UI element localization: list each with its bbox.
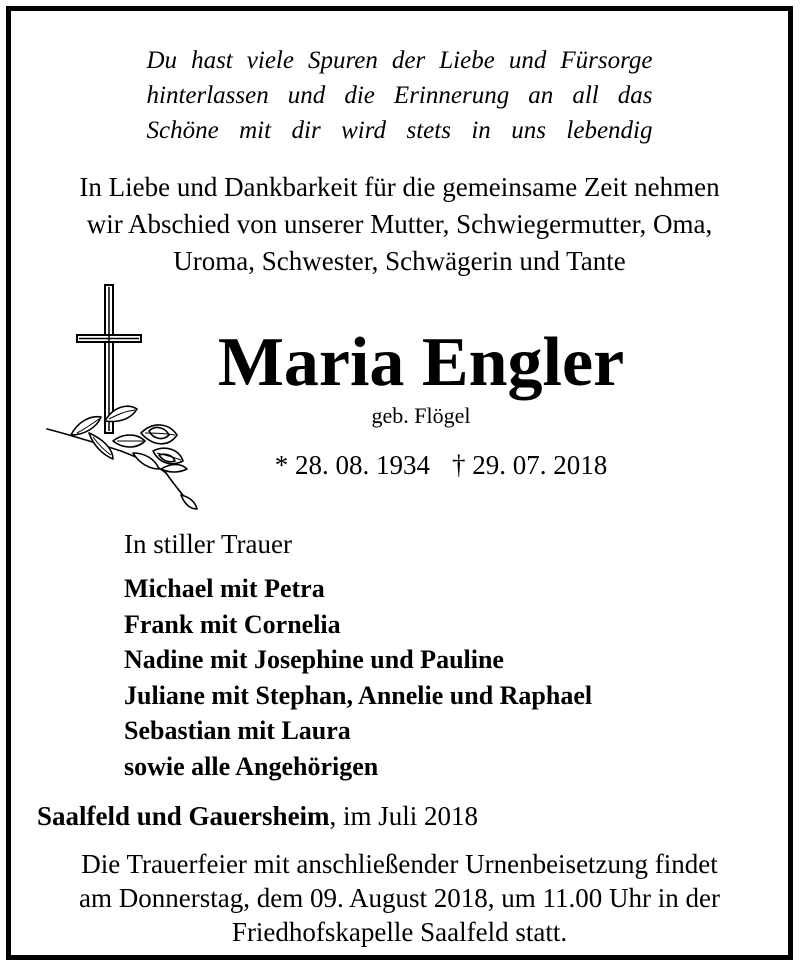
mourner-entry: Sebastian mit Laura bbox=[124, 716, 351, 746]
mourners-list bbox=[124, 571, 592, 785]
motto-line: hinterlassen und die Erinnerung an all das bbox=[146, 82, 653, 109]
intro-line: Uroma, Schwester, Schwägerin und Tante bbox=[173, 246, 626, 276]
place-location: Saalfeld und Gauersheim bbox=[37, 801, 330, 831]
intro-line: In Liebe und Dankbarkeit für die gemeinsame Zeit nehmen bbox=[79, 172, 720, 202]
place-date: , im Juli 2018 bbox=[329, 801, 479, 831]
place-and-date bbox=[37, 799, 478, 833]
intro-line: wir Abschied von unserer Mutter, Schwiegermutter, Oma, bbox=[86, 209, 713, 239]
obituary-frame bbox=[6, 6, 793, 960]
funeral-notice bbox=[11, 847, 788, 949]
funeral-line: Friedhofskapelle Saalfeld statt. bbox=[231, 917, 568, 947]
life-dates bbox=[231, 448, 651, 482]
funeral-line: am Donnerstag, dem 09. August 2018, um 11.00 Uhr in der bbox=[79, 883, 720, 913]
funeral-line: Die Trauerfeier mit anschließender Urnenbeisetzung findet bbox=[81, 849, 718, 879]
motto-verse bbox=[11, 43, 788, 148]
mourner-entry: Nadine mit Josephine und Pauline bbox=[124, 645, 504, 675]
mourner-entry: sowie alle Angehörigen bbox=[124, 751, 379, 781]
mourner-entry: Frank mit Cornelia bbox=[124, 609, 341, 639]
motto-line: Schöne mit dir wird stets in uns lebendig bbox=[146, 117, 653, 144]
mourner-entry: Juliane mit Stephan, Annelie und Raphael bbox=[124, 680, 593, 710]
mourning-label: In stiller Trauer bbox=[124, 529, 292, 559]
death-date: † 29. 07. 2018 bbox=[452, 450, 608, 480]
maiden-name: geb. Flögel bbox=[371, 403, 471, 428]
deceased-name: Maria Engler bbox=[217, 324, 625, 401]
birth-date: * 28. 08. 1934 bbox=[274, 450, 430, 480]
mourner-entry: Michael mit Petra bbox=[124, 574, 325, 603]
motto-line: Du hast viele Spuren der Liebe und Fürsorge bbox=[146, 47, 653, 74]
intro-text bbox=[11, 169, 788, 280]
